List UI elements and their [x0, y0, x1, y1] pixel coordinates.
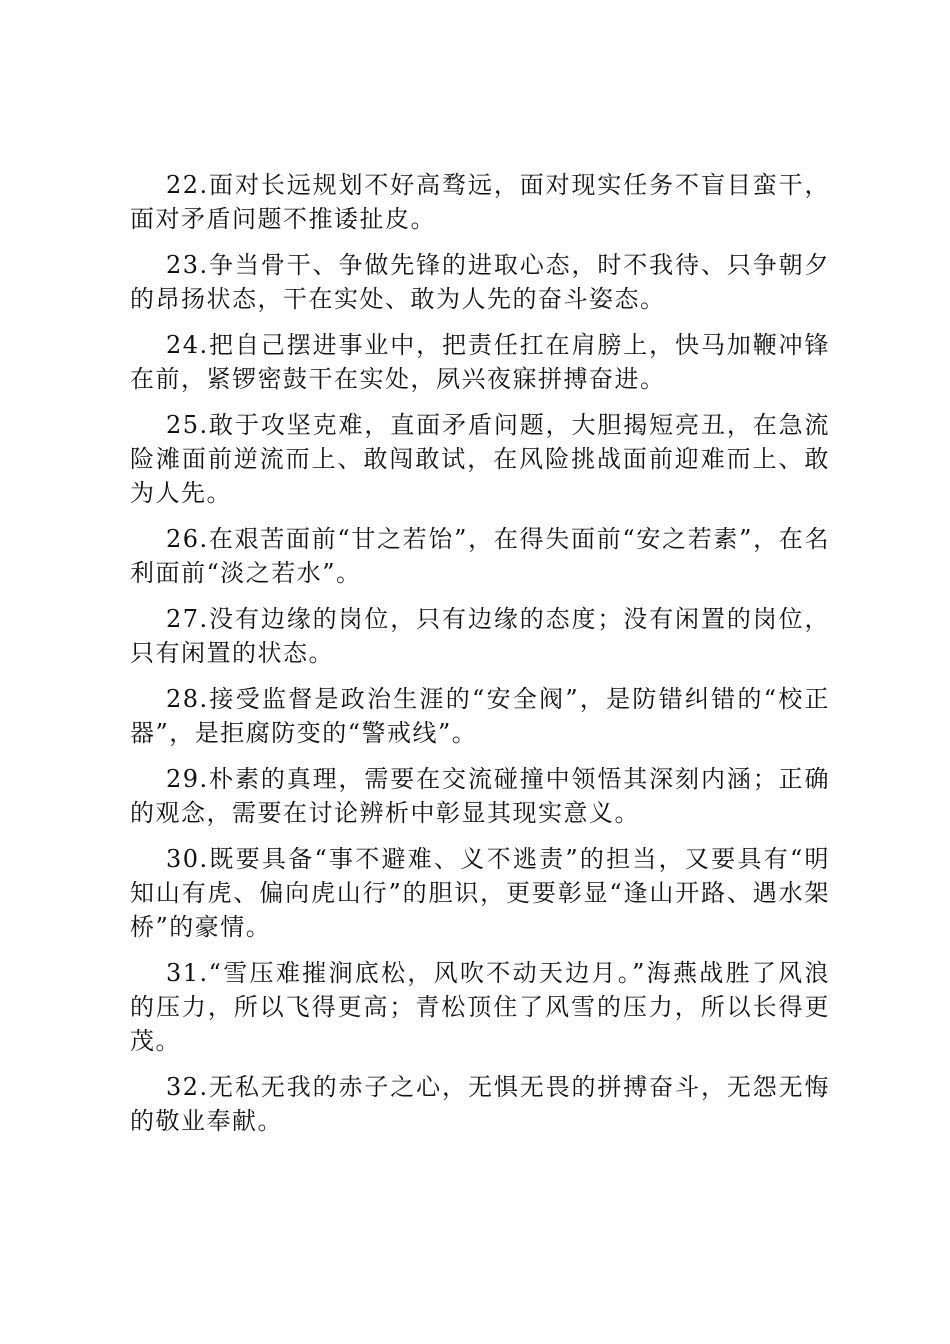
paragraph-22	[130, 168, 830, 236]
paragraph-28	[130, 682, 830, 750]
paragraph-24	[130, 328, 830, 396]
paragraph-text: 没有边缘的岗位，只有边缘的态度；没有闲置的岗位，只有闲置的状态。	[130, 605, 830, 667]
paragraph-text: 无私无我的赤子之心，无惧无畏的拼搏奋斗，无怨无悔的敬业奉献。	[130, 1073, 830, 1135]
paragraph-text: 争当骨干、争做先锋的进取心态，时不我待、只争朝夕的昂扬状态，干在实处、敢为人先的奋斗姿态。	[130, 251, 830, 313]
paragraph-text: 接受监督是政治生涯的“安全阀”，是防错纠错的“校正器”，是拒腐防变的“警戒线”。	[130, 685, 830, 747]
paragraph-25	[130, 408, 830, 510]
paragraph-number: 32.	[166, 1073, 209, 1101]
paragraph-text: “雪压难摧涧底松，风吹不动天边月。”海燕战胜了风浪的压力，所以飞得更高；青松顶住了风雪的压力，所以长得更茂。	[130, 959, 830, 1055]
paragraph-text: 把自己摆进事业中，把责任扛在肩膀上，快马加鞭冲锋在前，紧锣密鼓干在实处，夙兴夜寐拼搏奋进。	[130, 331, 830, 393]
paragraph-text: 在艰苦面前“甘之若饴”，在得失面前“安之若素”，在名利面前“淡之若水”。	[130, 525, 830, 587]
paragraph-30	[130, 842, 830, 944]
paragraph-number: 25.	[166, 411, 209, 439]
paragraph-number: 26.	[166, 525, 209, 553]
paragraph-23	[130, 248, 830, 316]
paragraph-29	[130, 762, 830, 830]
paragraph-number: 28.	[166, 685, 209, 713]
paragraph-text: 面对长远规划不好高骛远，面对现实任务不盲目蛮干，面对矛盾问题不推诿扯皮。	[130, 171, 830, 233]
paragraph-number: 27.	[166, 605, 209, 633]
paragraph-31	[130, 956, 830, 1058]
paragraph-text: 敢于攻坚克难，直面矛盾问题，大胆揭短亮丑，在急流险滩面前逆流而上、敢闯敢试，在风险挑战面前迎难而上、敢为人先。	[130, 411, 830, 507]
paragraph-text: 朴素的真理，需要在交流碰撞中领悟其深刻内涵；正确的观念，需要在讨论辨析中彰显其现实意义。	[130, 765, 830, 827]
paragraph-number: 23.	[166, 251, 209, 279]
paragraph-text: 既要具备“事不避难、义不逃责”的担当，又要具有“明知山有虎、偏向虎山行”的胆识，更要彰显“逢山开路、遇水架桥”的豪情。	[130, 845, 830, 941]
paragraph-number: 24.	[166, 331, 209, 359]
paragraph-26	[130, 522, 830, 590]
paragraph-number: 31.	[166, 959, 209, 987]
paragraph-number: 30.	[166, 845, 209, 873]
paragraph-27	[130, 602, 830, 670]
paragraph-32	[130, 1070, 830, 1138]
paragraph-number: 29.	[166, 765, 209, 793]
paragraph-number: 22.	[166, 171, 209, 199]
document-page	[130, 168, 830, 1150]
